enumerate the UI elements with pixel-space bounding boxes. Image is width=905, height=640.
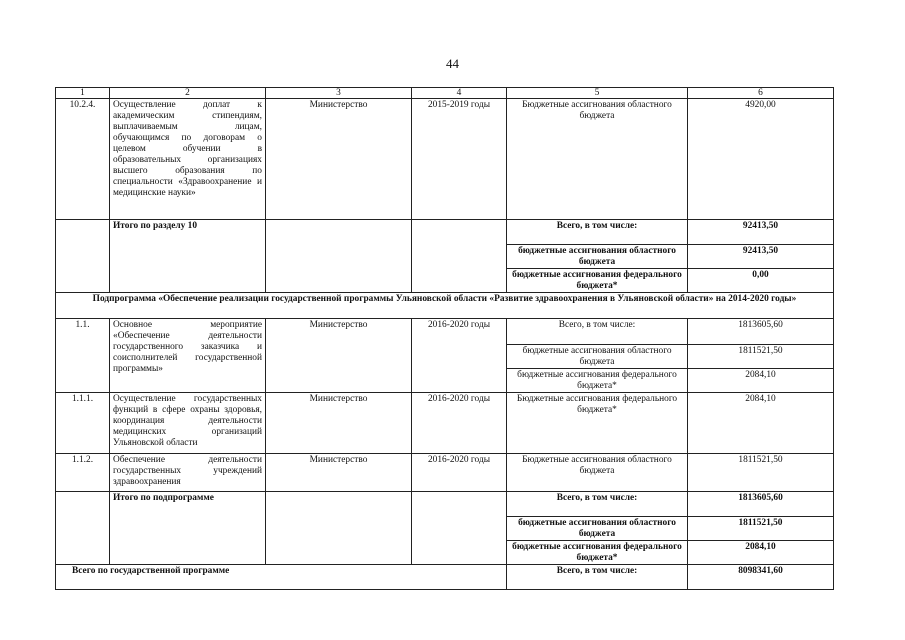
row-years: 2016-2020 годы [412, 454, 507, 492]
total-amount: 8098341,60 [688, 565, 834, 590]
total-section-10-row [56, 220, 834, 245]
total-program-row [56, 565, 834, 590]
total-label: Всего, в том числе: [507, 319, 688, 345]
column-number-2: 2 [110, 88, 266, 99]
total-amount: 1813605,60 [688, 319, 834, 345]
federal-amount: 2084,10 [688, 541, 834, 565]
empty-cell [56, 492, 110, 565]
total-amount: 92413,50 [688, 220, 834, 245]
federal-amount: 2084,10 [688, 369, 834, 393]
row-name: Осуществление доплат к академическим стипендиям, выплачиваемым лицам, обучающимся по договорам о целевом обучении в образовательных организациях высшего образования по специальности «Здравоохранение и медицинские науки» [110, 99, 266, 220]
total-label: Всего, в том числе: [507, 565, 688, 590]
subprogram-title-row [56, 293, 834, 319]
total-section-10-label: Итого по разделу 10 [110, 220, 266, 293]
column-number-3: 3 [266, 88, 412, 99]
total-subprogram-row [56, 492, 834, 517]
program-table [55, 87, 834, 590]
column-number-1: 1 [56, 88, 110, 99]
row-executor: Министерство [266, 454, 412, 492]
total-label: Всего, в том числе: [507, 492, 688, 517]
row-code: 1.1.2. [56, 454, 110, 492]
column-number-row [56, 88, 834, 99]
table-row-1-1-1 [56, 393, 834, 454]
table-row-10-2-4 [56, 99, 834, 220]
column-number-5: 5 [507, 88, 688, 99]
row-amount: 2084,10 [688, 393, 834, 454]
row-amount: 1811521,50 [688, 454, 834, 492]
table-row-1-1 [56, 319, 834, 345]
row-name: Осуществление государственных функций в сфере охраны здоровья, координация деятельности медицинских организаций Ульяновской области [110, 393, 266, 454]
empty-cell [266, 220, 412, 293]
regional-label: бюджетные ассигнования областного бюджета [507, 245, 688, 269]
empty-cell [56, 220, 110, 293]
federal-label: бюджетные ассигнования федерального бюджета* [507, 269, 688, 293]
regional-amount: 92413,50 [688, 245, 834, 269]
row-code: 1.1. [56, 319, 110, 393]
row-executor: Министерство [266, 393, 412, 454]
row-source: Бюджетные ассигнования федерального бюджета* [507, 393, 688, 454]
empty-cell [412, 220, 507, 293]
total-label: Всего, в том числе: [507, 220, 688, 245]
row-executor: Министерство [266, 319, 412, 393]
row-years: 2016-2020 годы [412, 393, 507, 454]
column-number-6: 6 [688, 88, 834, 99]
subprogram-title: Подпрограмма «Обеспечение реализации государственной программы Ульяновской области «Развитие здравоохранения в Ульяновской области» на 2014-2020 годы» [56, 293, 834, 319]
empty-cell [266, 492, 412, 565]
federal-label: бюджетные ассигнования федерального бюджета* [507, 369, 688, 393]
total-subprogram-label: Итого по подпрограмме [110, 492, 266, 565]
row-amount: 4920,00 [688, 99, 834, 220]
total-program-label: Всего по государственной программе [56, 565, 507, 590]
row-name: Основное мероприятие «Обеспечение деятельности государственного заказчика и соисполнителей государственной программы» [110, 319, 266, 393]
row-name: Обеспечение деятельности государственных учреждений здравоохранения [110, 454, 266, 492]
column-number-4: 4 [412, 88, 507, 99]
row-executor: Министерство [266, 99, 412, 220]
federal-label: бюджетные ассигнования федерального бюджета* [507, 541, 688, 565]
row-years: 2016-2020 годы [412, 319, 507, 393]
table-row-1-1-2 [56, 454, 834, 492]
empty-cell [412, 492, 507, 565]
page-number: 44 [446, 56, 459, 71]
row-code: 10.2.4. [56, 99, 110, 220]
regional-label: бюджетные ассигнования областного бюджета [507, 517, 688, 541]
federal-amount: 0,00 [688, 269, 834, 293]
regional-amount: 1811521,50 [688, 345, 834, 369]
row-source: Бюджетные ассигнования областного бюджета [507, 99, 688, 220]
total-amount: 1813605,60 [688, 492, 834, 517]
row-years: 2015-2019 годы [412, 99, 507, 220]
regional-amount: 1811521,50 [688, 517, 834, 541]
row-source: Бюджетные ассигнования областного бюджета [507, 454, 688, 492]
regional-label: бюджетные ассигнования областного бюджета [507, 345, 688, 369]
row-code: 1.1.1. [56, 393, 110, 454]
